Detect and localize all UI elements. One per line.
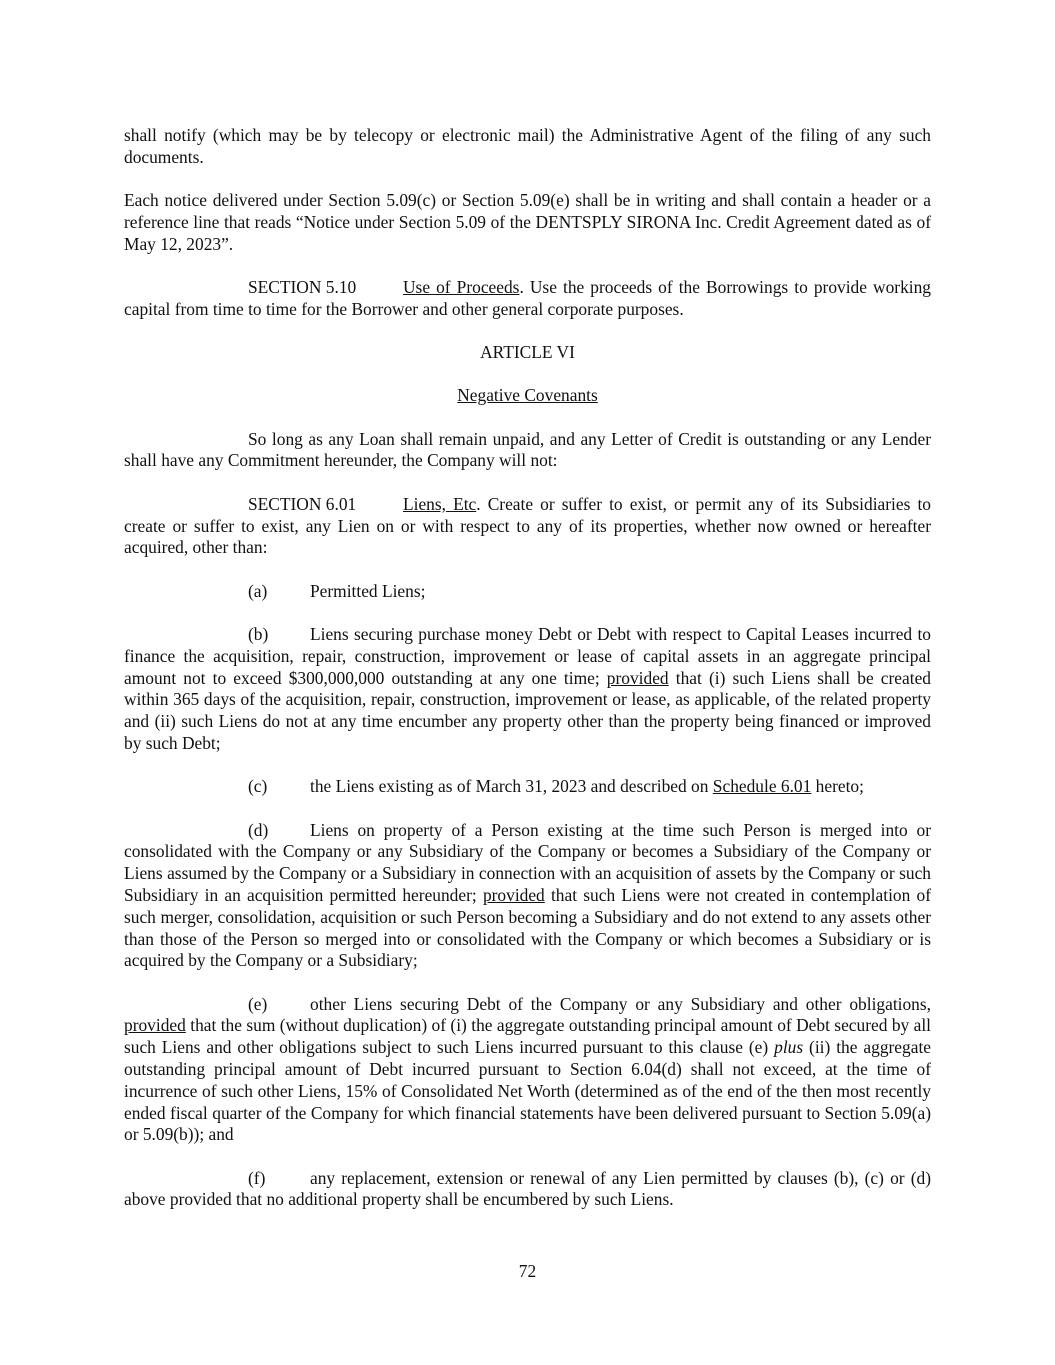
article-heading: ARTICLE VI [480,342,575,363]
article-title-line [124,385,931,407]
clause-text: that (i) such Liens shall be created within 365 days of the acquisition, repair, construction, improvement or lease, as applicable, of the related property and (ii) such Liens do not at any time encumber any property other than the property being financed or improved by such Debt; [124,667,931,753]
page-number: 72 [518,1261,537,1281]
section-title: Use of Proceeds [403,276,520,297]
provided-term: provided [124,1015,186,1036]
clause-label: (b) [248,623,269,644]
section-number: SECTION 5.10 [248,276,357,297]
section-text: . Use the proceeds of the Borrowings to provide working capital from time to time for the Borrower and other general corporate purposes. [124,276,931,319]
clause-text: other Liens securing Debt of the Company or any Subsidiary and other obligations, [310,993,931,1014]
document-page [124,125,931,1233]
section-number: SECTION 6.01 [248,493,357,514]
clause-f [124,1168,931,1212]
paragraph-continuation: shall notify (which may be by telecopy or electronic mail) the Administrative Agent of the filing of any such documents. [124,125,931,167]
clause-text: the Liens existing as of March 31, 2023 and described on [310,776,713,797]
clause-text: that the sum (without duplication) of (i) the aggregate outstanding principal amount of Debt secured by all such Liens and other obligations subject to such Liens incurred pursuant to this clause (e) [124,1015,931,1058]
clause-text: Liens on property of a Person existing at the time such Person is merged into or consolidated with the Company or any Subsidiary of the Company or becomes a Subsidiary of the Company or Liens assumed by the Company or a Subsidiary in connection with an acquisition of assets by the Company or such Subsidiary in an acquisition permitted hereunder; [124,819,931,905]
clause-b [124,624,931,755]
clause-text: that such Liens were not created in contemplation of such merger, consolidation, acquisition or such Person becoming a Subsidiary and do not extend to any assets other than those of the Person so merged into or consolidated with the Company or which becomes a Subsidiary or is acquired by the Company or a Subsidiary; [124,884,931,971]
clause-text: (ii) the aggregate outstanding principal amount of Debt incurred pursuant to Section 6.04(d) shall not exceed, at the time of incurrence of such other Liens, 15% of Consolidated Net Worth (determined as of the end of the then most recently ended fiscal quarter of the Company for which financial statements have been delivered pursuant to Section 5.09(a) or 5.09(b)); and [124,1037,931,1145]
clause-d [124,820,931,973]
clause-text: Liens securing purchase money Debt or Debt with respect to Capital Leases incurred to finance the acquisition, repair, construction, improvement or lease of capital assets in an aggregate principal amount not to exceed $300,000,000 outstanding at any one time; [124,623,931,688]
clause-a [124,581,931,603]
clause-text: Permitted Liens; [310,580,426,601]
section-title: Liens, Etc [403,493,477,514]
section-6-01 [124,494,931,559]
clause-c [124,776,931,798]
clause-label: (d) [248,819,269,840]
section-text: . Create or suffer to exist, or permit any of its Subsidiaries to create or suffer to exist, any Lien on or with respect to any of its properties, whether now owned or hereafter acquired, other than: [124,493,931,558]
plus-term: plus [774,1037,804,1058]
clause-label: (e) [248,993,268,1014]
provided-term: provided [482,884,545,905]
article-intro: So long as any Loan shall remain unpaid, and any Letter of Credit is outstanding or any Lender shall have any Commitment hereunder, the Company will not: [124,428,931,471]
paragraph-notice: Each notice delivered under Section 5.09(c) or Section 5.09(e) shall be in writing and shall contain a header or a reference line that reads “Notice under Section 5.09 of the DENTSPLY SIRONA Inc. Credit Agreement dated as of May 12, 2023”. [124,190,931,254]
clause-text: hereto; [811,776,864,797]
section-5-10 [124,277,931,321]
clause-text: any replacement, extension or renewal of any Lien permitted by clauses (b), (c) or (d) above provided that no additional property shall be encumbered by such Liens. [124,1167,931,1210]
clause-label: (f) [248,1167,266,1188]
clause-e [124,994,931,1147]
article-title: Negative Covenants [457,385,598,406]
clause-label: (a) [248,580,268,601]
schedule-reference: Schedule 6.01 [712,776,812,797]
clause-label: (c) [248,776,268,797]
provided-term: provided [606,667,669,688]
